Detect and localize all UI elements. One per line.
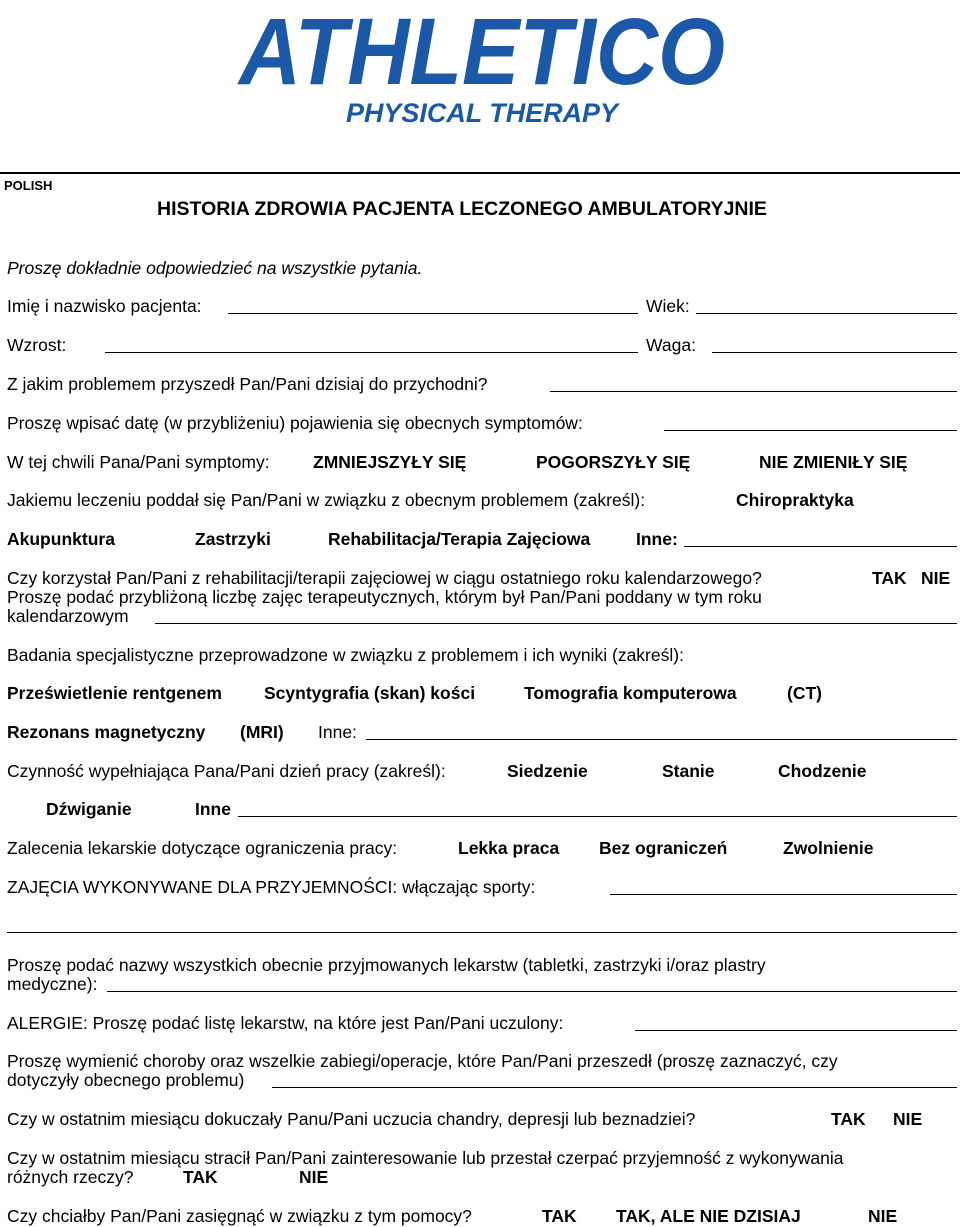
conditions-label-line2: dotyczyły obecnego problemu) [7,1070,245,1090]
tests-option-ct-abbrev[interactable]: (CT) [787,683,822,703]
height-field[interactable] [105,352,638,353]
interest-no-option[interactable]: NIE [299,1167,329,1187]
meds-field[interactable] [107,991,957,992]
rehab-count-field[interactable] [155,623,957,624]
interest-yes-option[interactable]: TAK [183,1167,218,1187]
tests-other-label: Inne: [318,722,357,742]
tests-other-field[interactable] [366,739,957,740]
problem-label: Z jakim problemem przyszedł Pan/Pani dzisiaj do przychodni? [7,374,488,394]
rehab-question: Czy korzystał Pan/Pani z rehabilitacji/terapii zajęciowej w ciągu ostatniego roku kalendarzowego? [7,568,762,588]
treatment-option-acupuncture[interactable]: Akupunktura [7,529,115,549]
tests-option-bone-scan[interactable]: Scyntygrafia (skan) kości [264,683,476,703]
rehab-count-line1: Proszę podać przybliżoną liczbę zajęc terapeutycznych, którym był Pan/Pani poddany w tym roku [7,587,762,607]
work-option-lifting[interactable]: Dźwiganie [46,799,132,819]
tests-option-mri[interactable]: Rezonans magnetyczny [7,722,206,742]
onset-field[interactable] [664,430,957,431]
logo-brand-text: ATHLETICO [237,2,726,105]
work-option-sitting[interactable]: Siedzenie [507,761,588,781]
header-rule [0,172,960,174]
allergies-field[interactable] [635,1030,957,1031]
language-label: POLISH [4,178,53,193]
conditions-label-line1: Proszę wymienić choroby oraz wszelkie zabiegi/operacje, które Pan/Pani przeszedł (proszę zaznaczyć, czy [7,1051,838,1071]
rehab-no-option[interactable]: NIE [921,568,951,588]
tests-option-ct[interactable]: Tomografia komputerowa [524,683,737,703]
age-label: Wiek: [646,296,690,316]
tests-option-xray[interactable]: Prześwietlenie rentgenem [7,683,222,703]
restrictions-question: Zalecenia lekarskie dotyczące ograniczenia pracy: [7,838,398,858]
weight-field[interactable] [712,352,957,353]
symptoms-option-same[interactable]: NIE ZMIENIŁY SIĘ [759,452,908,472]
restrictions-option-light[interactable]: Lekka praca [458,838,560,858]
hobbies-label: ZAJĘCIA WYKONYWANE DLA PRZYJEMNOŚCI: włączając sporty: [7,877,536,897]
age-field[interactable] [696,313,957,314]
meds-label-line1: Proszę podać nazwy wszystkich obecnie przyjmowanych lekarstw (tabletki, zastrzyki i/oraz plastry [7,955,766,975]
problem-field[interactable] [550,391,957,392]
work-other-field[interactable] [238,816,957,817]
treatment-question: Jakiemu leczeniu poddał się Pan/Pani w związku z obecnym problemem (zakreśl): [7,490,646,510]
help-question: Czy chciałby Pan/Pani zasięgnąć w związku z tym pomocy? [7,1206,472,1226]
hobbies-field-extra[interactable] [7,932,957,933]
height-label: Wzrost: [7,335,67,355]
name-label: Imię i nazwisko pacjenta: [7,296,202,316]
symptoms-question: W tej chwili Pana/Pani symptomy: [7,452,270,472]
work-question: Czynność wypełniająca Pana/Pani dzień pracy (zakreśl): [7,761,446,781]
tests-option-mri-abbrev[interactable]: (MRI) [240,722,284,742]
rehab-yes-option[interactable]: TAK [872,568,907,588]
help-no-option[interactable]: NIE [868,1206,898,1226]
treatment-other-field[interactable] [684,546,957,547]
rehab-count-line2: kalendarzowym [7,606,129,626]
hobbies-field[interactable] [610,894,957,895]
allergies-label: ALERGIE: Proszę podać listę lekarstw, na które jest Pan/Pani uczulony: [7,1013,564,1033]
restrictions-option-none[interactable]: Bez ograniczeń [599,838,728,858]
restrictions-option-leave[interactable]: Zwolnienie [783,838,874,858]
treatment-option-chiropractic[interactable]: Chiropraktyka [736,490,854,510]
treatment-other-label: Inne: [636,529,678,549]
work-option-walking[interactable]: Chodzenie [778,761,867,781]
depression-yes-option[interactable]: TAK [831,1109,866,1129]
treatment-option-injections[interactable]: Zastrzyki [195,529,271,549]
interest-question-line1: Czy w ostatnim miesiącu stracił Pan/Pani zainteresowanie lub przestał czerpać przyjemność z wykonywania [7,1148,844,1168]
weight-label: Waga: [646,335,696,355]
depression-question: Czy w ostatnim miesiącu dokuczały Panu/Pani uczucia chandry, depresji lub beznadziei? [7,1109,696,1129]
athletico-logo [232,2,732,124]
interest-question-line2: różnych rzeczy? [7,1167,134,1187]
name-field[interactable] [228,313,638,314]
logo-tagline-text: PHYSICAL THERAPY [346,98,621,124]
treatment-option-rehab[interactable]: Rehabilitacja/Terapia Zajęciowa [328,529,591,549]
symptoms-option-better[interactable]: ZMNIEJSZYŁY SIĘ [313,452,467,472]
tests-question: Badania specjalistyczne przeprowadzone w związku z problemem i ich wyniki (zakreśl): [7,645,684,665]
meds-label-line2: medyczne): [7,974,98,994]
help-yes-option[interactable]: TAK [542,1206,577,1226]
work-other-label: Inne [195,799,231,819]
symptoms-option-worse[interactable]: POGORSZYŁY SIĘ [536,452,691,472]
logo-graphic [232,2,732,124]
intro-text: Proszę dokładnie odpowiedzieć na wszystkie pytania. [7,258,423,278]
onset-label: Proszę wpisać datę (w przybliżeniu) pojawienia się obecnych symptomów: [7,413,583,433]
depression-no-option[interactable]: NIE [893,1109,923,1129]
conditions-field[interactable] [272,1087,957,1088]
work-option-standing[interactable]: Stanie [662,761,715,781]
page-title: HISTORIA ZDROWIA PACJENTA LECZONEGO AMBULATORYJNIE [157,198,767,220]
help-maybe-option[interactable]: TAK, ALE NIE DZISIAJ [616,1206,801,1226]
